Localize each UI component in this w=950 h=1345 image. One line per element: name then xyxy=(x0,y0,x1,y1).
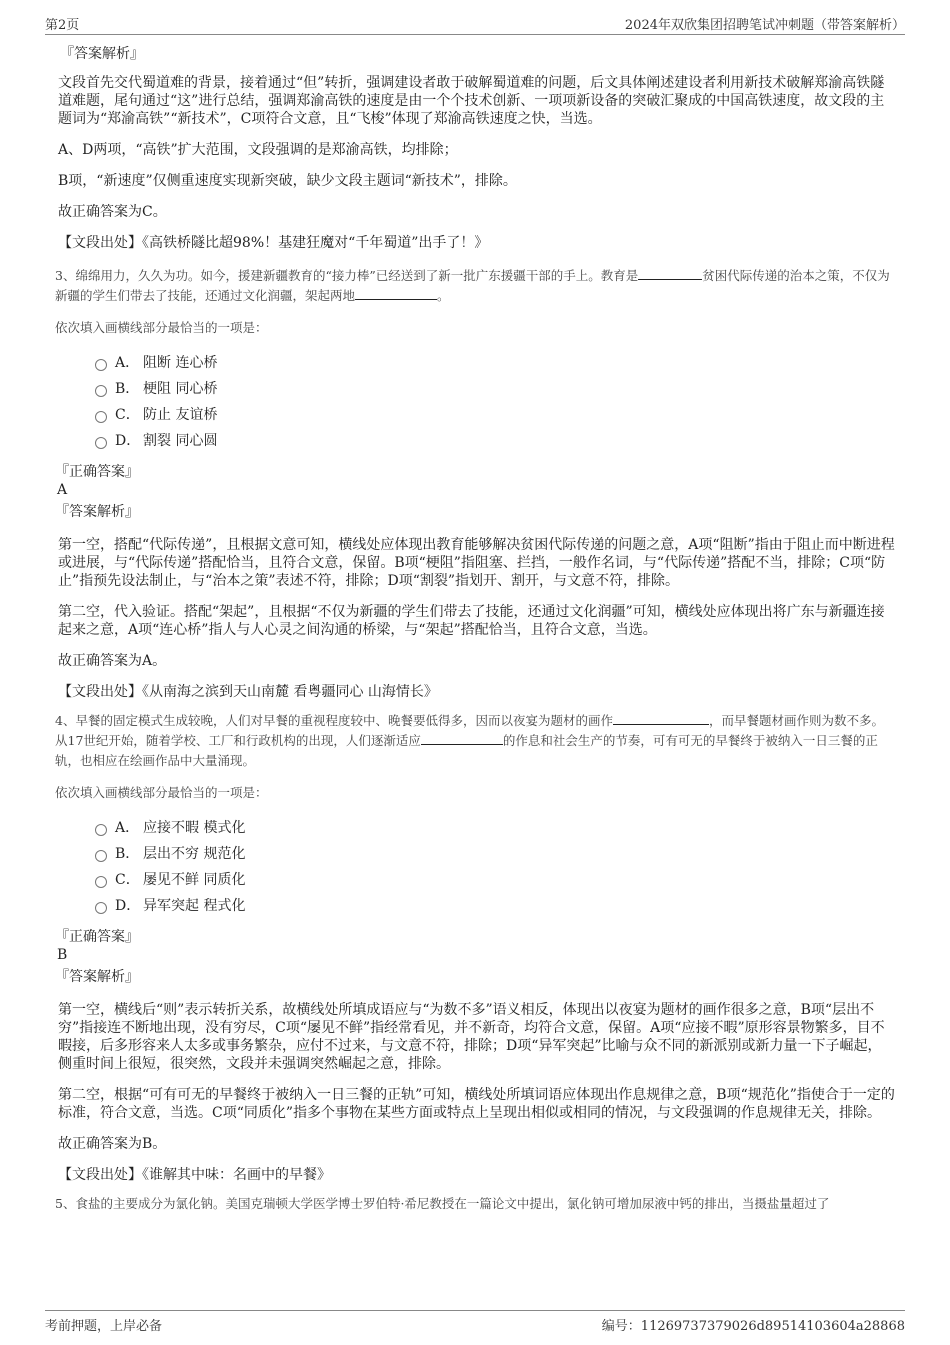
q4-source: 【文段出处】《谁解其中味：名画中的早餐》 xyxy=(58,1167,331,1183)
q4-option-a[interactable]: A． 应接不暇 模式化 xyxy=(95,815,895,841)
q4-option-b[interactable]: B． 层出不穷 规范化 xyxy=(95,841,895,867)
radio-icon[interactable] xyxy=(95,876,107,888)
q3-analysis-paragraph-1: 第一空，搭配“代际传递”，且根据文意可知，横线处应体现出教育能够解决贫困代际传递的问题之意，A项“阻断”指由于阻止而中断进程或进展，与“代际传递”搭配恰当，且符合文意，保留。B项“梗阻”指阻塞、拦挡，一般作名词，与“代际传递”搭配不当，排除；C项“防止”指预先设法制止，与“治本之策”表述不符，排除；D项“割裂”指划开、割开，与文意不符，排除。 xyxy=(58,537,895,589)
q3-blank-2 xyxy=(355,287,437,300)
footer-slogan: 考前押题，上岸必备 xyxy=(45,1319,163,1334)
q4-analysis-title: 『答案解析』 xyxy=(55,969,139,985)
q3-conclusion: 故正确答案为A。 xyxy=(58,653,167,669)
q3-prompt: 依次填入画横线部分最恰当的一项是： xyxy=(55,320,268,335)
page-header xyxy=(45,12,905,35)
radio-icon[interactable] xyxy=(95,385,107,397)
radio-icon[interactable] xyxy=(95,411,107,423)
q3-option-a[interactable]: A． 阻断 连心桥 xyxy=(95,350,895,376)
q3-option-d[interactable]: D． 割裂 同心圆 xyxy=(95,428,895,454)
q2-analysis-paragraph-3: B项，“新速度”仅侧重速度实现新突破，缺少文段主题词“新技术”，排除。 xyxy=(58,173,517,189)
q3-options xyxy=(95,350,895,454)
document-code xyxy=(602,1315,905,1334)
q3-answer: A xyxy=(57,482,68,498)
q3-stem-part-3: 。 xyxy=(437,288,450,303)
page-footer xyxy=(45,1310,905,1333)
q4-answer-title: 『正确答案』 xyxy=(55,929,139,945)
q4-stem-part-2: ，而早餐题材画作则为数不多。从17世纪开始，随着学校、工厂和行政机构的出现，人们逐渐适应 xyxy=(55,713,884,748)
q3-option-b[interactable]: B． 梗阻 同心桥 xyxy=(95,376,895,402)
code-label: 编号： xyxy=(601,1319,641,1334)
q2-conclusion: 故正确答案为C。 xyxy=(58,204,167,220)
q4-conclusion: 故正确答案为B。 xyxy=(58,1136,167,1152)
radio-icon[interactable] xyxy=(95,824,107,836)
q4-blank-2 xyxy=(421,732,503,745)
q2-analysis-paragraph-1: 文段首先交代蜀道难的背景，接着通过“但”转折，强调建设者敢于破解蜀道难的问题，后文具体阐述建设者利用新技术破解郑渝高铁隧道难题，尾句通过“这”进行总结，强调郑渝高铁的速度是由一个个技术创新、一项项新设备的突破汇聚成的中国高铁速度，故文段的主题词为“郑渝高铁”“新技术”，C项符合文意，且“飞梭”体现了郑渝高铁速度之快，当选。 xyxy=(58,75,885,127)
radio-icon[interactable] xyxy=(95,437,107,449)
q3-stem-part-1: 3、绵绵用力，久久为功。如今，援建新疆教育的“接力棒”已经送到了新一批广东援疆干部的手上。教育是 xyxy=(55,268,639,283)
q3-answer-title: 『正确答案』 xyxy=(55,464,139,480)
q4-stem-part-3: 的作息和社会生产的节奏，可有可无的早餐终于被纳入一日三餐的正轨，也相应在绘画作品中大量涌现。 xyxy=(55,733,878,768)
document-body xyxy=(55,44,895,1214)
q3-analysis-title: 『答案解析』 xyxy=(55,504,139,520)
document-title: 2024年双欣集团招聘笔试冲刺题（带答案解析） xyxy=(624,18,905,33)
q4-blank-1 xyxy=(613,712,709,725)
q4-answer: B xyxy=(57,947,68,963)
q4-prompt: 依次填入画横线部分最恰当的一项是： xyxy=(55,785,268,800)
q3-blank-1 xyxy=(638,267,702,280)
q4-analysis-paragraph-1: 第一空，横线后“则”表示转折关系，故横线处所填成语应与“为数不多”语义相反，体现出以夜宴为题材的画作很多之意，B项“层出不穷”指接连不断地出现，没有穷尽，C项“屡见不鲜”指经常看见，并不新奇，均符合文意，保留。A项“应接不暇”原形容景物繁多，目不暇接，后多形容来人太多或事务繁杂，应付不过来，与文意不符，排除；D项“异军突起”比喻与众不同的新派别或新力量一下子崛起，侧重时间上很短，很突然，文段并未强调突然崛起之意，排除。 xyxy=(58,1002,885,1072)
code-value: 11269737379026d89514103604a28868 xyxy=(640,1319,905,1334)
q4-analysis-paragraph-2: 第二空，根据“可有可无的早餐终于被纳入一日三餐的正轨”可知，横线处所填词语应体现出作息规律之意，B项“规范化”指使合于一定的标准，符合文意，当选。C项“同质化”指多个事物在某些方面或特点上呈现出相似或相同的情况，与文段强调的作息规律无关，排除。 xyxy=(58,1087,895,1121)
q4-stem xyxy=(55,711,895,771)
radio-icon[interactable] xyxy=(95,850,107,862)
q2-analysis-paragraph-2: A、D两项，“高铁”扩大范围，文段强调的是郑渝高铁，均排除； xyxy=(58,142,458,158)
q3-option-c[interactable]: C． 防止 友谊桥 xyxy=(95,402,895,428)
page-number: 第2页 xyxy=(45,18,80,33)
q4-options xyxy=(95,815,895,919)
q4-option-d[interactable]: D． 异军突起 程式化 xyxy=(95,893,895,919)
q2-source: 【文段出处】《高铁桥隧比超98%！基建狂魔对“千年蜀道”出手了！》 xyxy=(58,235,489,251)
q2-analysis-title: 『答案解析』 xyxy=(60,46,144,62)
radio-icon[interactable] xyxy=(95,902,107,914)
q5-stem: 5、食盐的主要成分为氯化钠。美国克瑞顿大学医学博士罗伯特·希尼教授在一篇论文中提出，氯化钠可增加尿液中钙的排出，当摄盐量超过了 xyxy=(55,1196,830,1211)
q3-stem-part-2: 贫困代际传递的治本之策，不仅为新疆的学生们带去了技能，还通过文化润疆，架起两地 xyxy=(55,268,890,303)
q3-analysis-paragraph-2: 第二空，代入验证。搭配“架起”，且根据“不仅为新疆的学生们带去了技能，还通过文化润疆”可知，横线处应体现出将广东与新疆连接起来之意，A项“连心桥”指人与人心灵之间沟通的桥梁，与“架起”搭配恰当，且符合文意，当选。 xyxy=(58,604,885,638)
q3-stem xyxy=(55,266,895,306)
q3-source: 【文段出处】《从南海之滨到天山南麓 看粤疆同心 山海情长》 xyxy=(58,684,438,700)
radio-icon[interactable] xyxy=(95,359,107,371)
q4-option-c[interactable]: C． 屡见不鲜 同质化 xyxy=(95,867,895,893)
q4-stem-part-1: 4、早餐的固定模式生成较晚，人们对早餐的重视程度较中、晚餐要低得多，因而以夜宴为题材的画作 xyxy=(55,713,613,728)
